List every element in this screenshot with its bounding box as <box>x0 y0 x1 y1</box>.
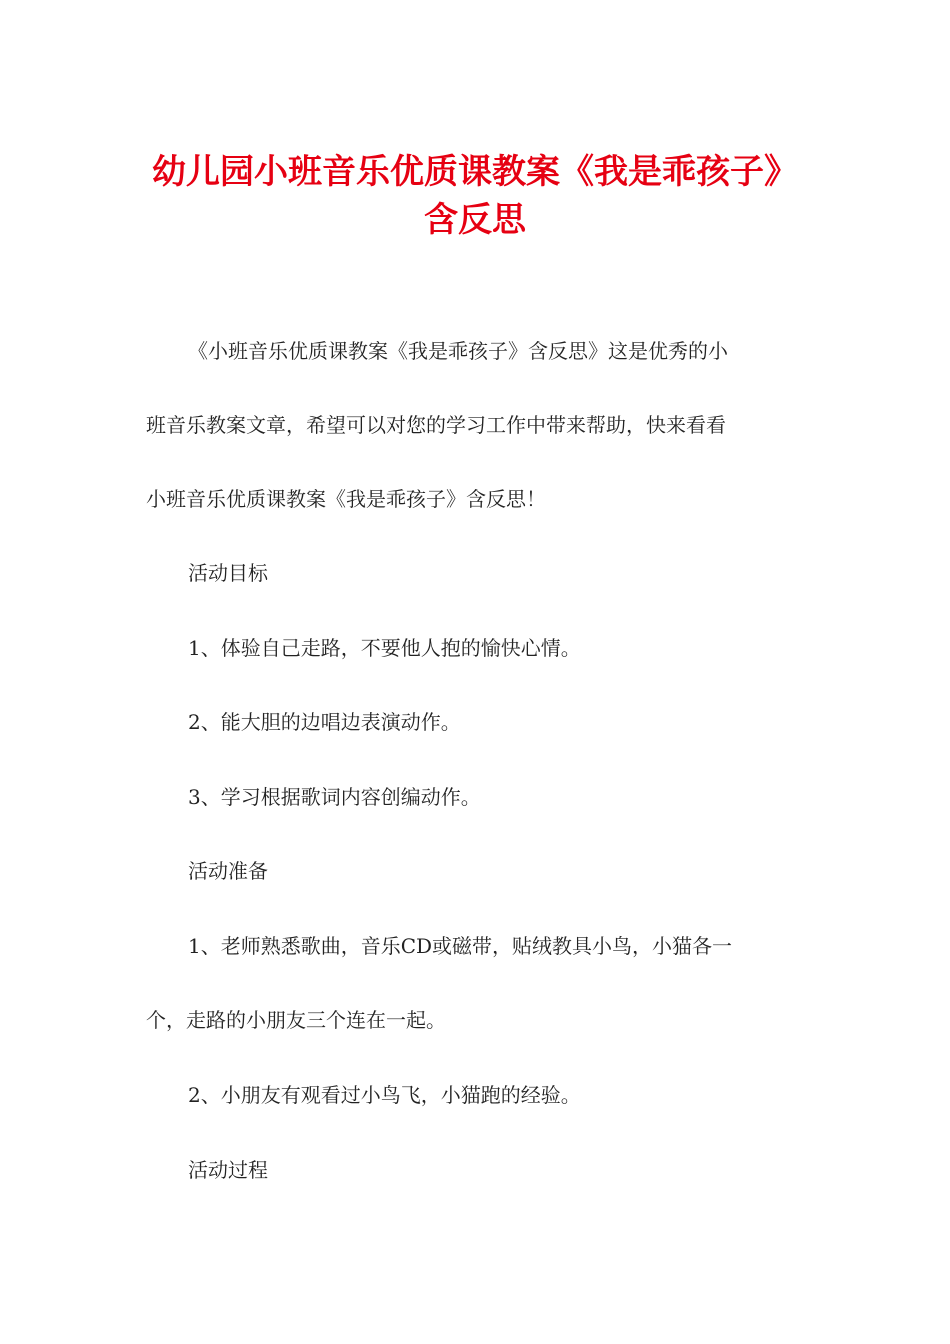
goal-item-1: 1、体验自己走路，不要他人抱的愉快心情。 <box>188 636 581 660</box>
section-heading-goals: 活动目标 <box>188 561 268 585</box>
intro-line-3: 小班音乐优质课教案《我是乖孩子》含反思！ <box>146 487 546 511</box>
prep-item-2: 2、小朋友有观看过小鸟飞，小猫跑的经验。 <box>188 1083 581 1107</box>
document-title-line-2: 含反思 <box>424 200 526 240</box>
section-heading-preparation: 活动准备 <box>188 859 268 883</box>
goal-item-2: 2、能大胆的边唱边表演动作。 <box>188 710 461 734</box>
goal-item-3: 3、学习根据歌词内容创编动作。 <box>188 785 481 809</box>
section-heading-process: 活动过程 <box>188 1158 268 1182</box>
intro-line-1: 《小班音乐优质课教案《我是乖孩子》含反思》这是优秀的小 <box>188 339 728 363</box>
prep-item-1-line-2: 个，走路的小朋友三个连在一起。 <box>146 1008 446 1032</box>
document-title-line-1: 幼儿园小班音乐优质课教案《我是乖孩子》 <box>152 152 798 192</box>
intro-line-2: 班音乐教案文章，希望可以对您的学习工作中带来帮助，快来看看 <box>146 413 726 437</box>
prep-item-1-line-1: 1、老师熟悉歌曲，音乐CD或磁带，贴绒教具小鸟，小猫各一 <box>188 934 733 958</box>
